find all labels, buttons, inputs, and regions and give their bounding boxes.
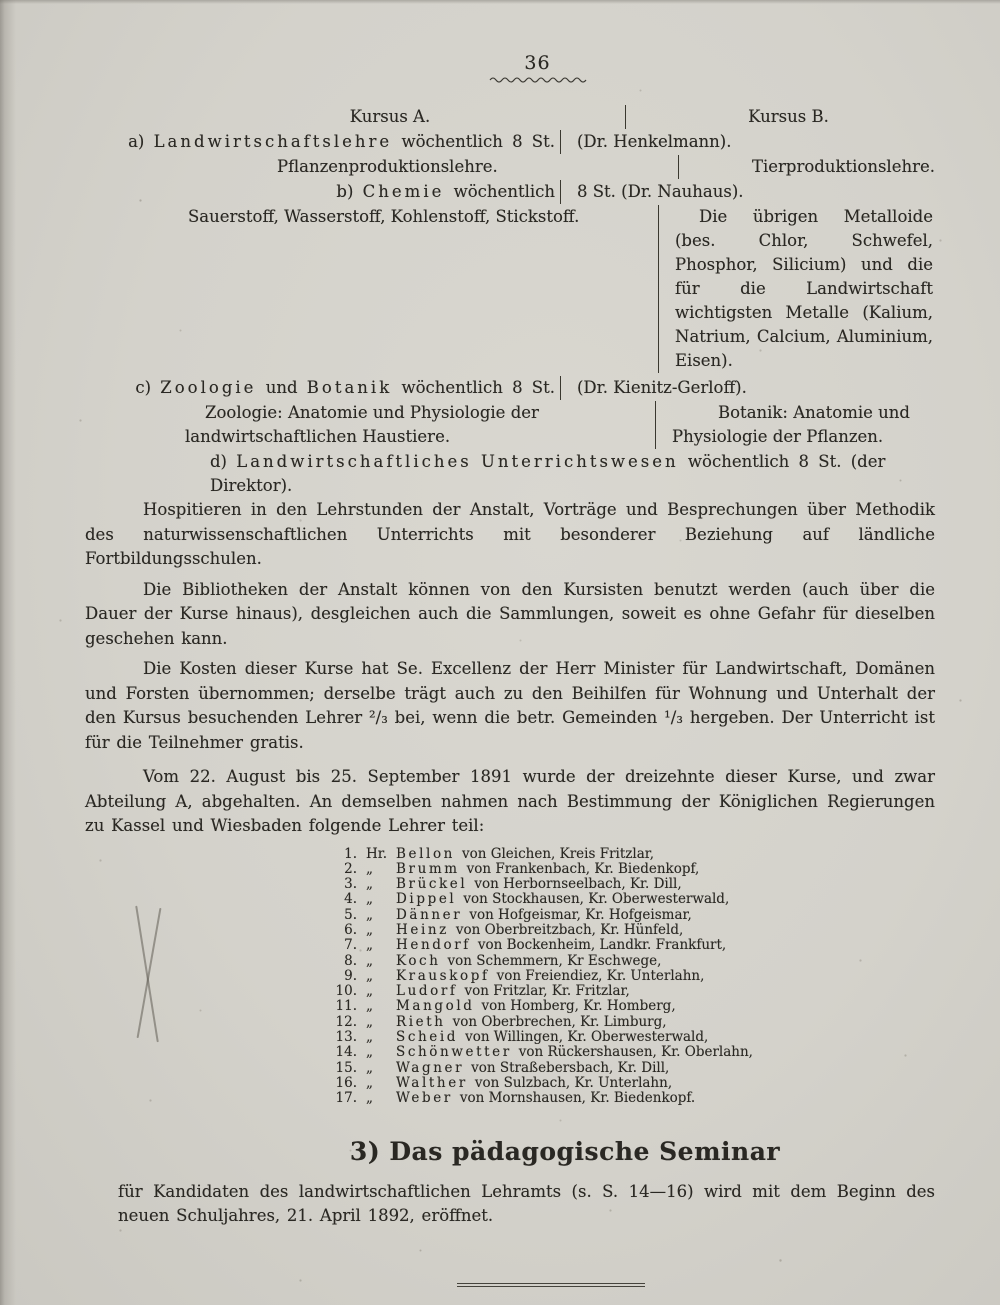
teacher-origin: von Herbornseelbach, Kr. Dill, xyxy=(474,876,682,893)
teacher-list-item xyxy=(331,1076,935,1091)
teacher-origin: von Bockenheim, Landkr. Frankfurt, xyxy=(477,937,727,954)
teacher-number: 7. xyxy=(344,937,357,954)
page-number: 36 xyxy=(524,52,551,74)
section-b-content-row xyxy=(85,205,935,373)
section-c-marker: c) xyxy=(135,378,152,397)
zoology-label: Zoologie: xyxy=(205,403,283,422)
teacher-title-ditto: „ xyxy=(366,998,373,1015)
teacher-origin: von Schemmern, Kr Eschwege, xyxy=(447,952,662,969)
teacher-number: 4. xyxy=(344,891,357,908)
section-a-subject: Landwirtschaftslehre xyxy=(153,132,393,151)
seminar-heading xyxy=(195,1137,935,1166)
teacher-name: Bellon xyxy=(396,845,455,862)
teacher-title-ditto: „ xyxy=(366,891,373,908)
section-b-header xyxy=(85,180,560,204)
section-c-header-row xyxy=(85,376,935,400)
teacher-name: Brückel xyxy=(396,876,468,893)
teacher-title-ditto: „ xyxy=(366,952,373,969)
page-binding-shadow xyxy=(0,0,16,1305)
section-b-weekly: wöchentlich xyxy=(453,182,555,201)
teacher-number: 5. xyxy=(344,906,357,923)
teacher-title-ditto: „ xyxy=(366,1029,373,1046)
section-c-lecturer: (Dr. Kienitz-Gerloff). xyxy=(577,378,747,397)
seminar-heading-number: 3) xyxy=(349,1136,381,1166)
teacher-name: Dippel xyxy=(396,891,457,908)
section-d-header xyxy=(85,450,935,498)
course-a-topic: Pflanzenproduktionslehre. xyxy=(277,157,498,176)
section-c-subject-2: Botanik xyxy=(306,378,393,397)
teacher-list-item xyxy=(331,877,935,892)
seminar-body: für Kandidaten des landwirtschaftlichen Lehramts (s. S. 14—16) wird mit dem Beginn des neuen Schuljahres, 21. April 1892, eröffnet. xyxy=(118,1181,935,1226)
teacher-origin: von Homberg, Kr. Homberg, xyxy=(481,998,676,1015)
teacher-number: 11. xyxy=(335,998,357,1015)
course-a-title: Kursus A. xyxy=(349,107,431,126)
section-divider-rule xyxy=(457,1283,645,1287)
teacher-origin: von Rückershausen, Kr. Oberlahn, xyxy=(518,1044,753,1061)
course-a-zoology-topic xyxy=(85,401,655,449)
teacher-number: 14. xyxy=(335,1044,357,1061)
section-d-subject-1: Landwirtschaftliches xyxy=(236,452,472,471)
teacher-title-ditto: Hr. xyxy=(366,845,388,862)
teacher-name: Brumm xyxy=(396,860,460,877)
teacher-title-ditto: „ xyxy=(366,1074,373,1091)
paragraph-kosten: Die Kosten dieser Kurse hat Se. Excellenz der Herr Minister für Landwirtschaft, Domänen und Forsten übernommen; derselbe trägt auch zu den Beihilfen für Wohnung und Unterhalt der den Kursus besuchenden Lehrer ²/₃ bei, wenn die betr. Gemeinden ¹/₃ hergeben. Der Unterricht ist für die Teilnehmer gratis. xyxy=(85,659,935,752)
botany-text: Anatomie und Physiologie der Pflanzen. xyxy=(672,403,910,446)
teacher-list-item xyxy=(331,1015,935,1030)
teacher-number: 16. xyxy=(335,1074,357,1091)
teacher-name: Hendorf xyxy=(396,937,471,954)
section-b-subject: Chemie xyxy=(362,182,445,201)
teacher-title-ditto: „ xyxy=(366,967,373,984)
seminar-heading-title: Das pädagogische Seminar xyxy=(389,1136,781,1166)
course-table-head-row xyxy=(85,105,935,129)
course-b-botany-topic xyxy=(656,401,935,449)
teacher-title-ditto: „ xyxy=(366,860,373,877)
teacher-name: Scheid xyxy=(396,1029,459,1046)
course-b-chemistry-topics: Die übrigen Metalloide (bes. Chlor, Schwefel, Phosphor, Silicium) und die für die Landwirtschaft wichtigsten Metalle (Kalium, Natrium, Calcium, Aluminium, Eisen). xyxy=(675,207,933,370)
teacher-list-item xyxy=(331,908,935,923)
teacher-list-item xyxy=(331,862,935,877)
section-a-content-row xyxy=(85,155,935,179)
teacher-number: 17. xyxy=(335,1090,357,1107)
teacher-name: Krauskopf xyxy=(396,967,490,984)
section-b-header-row xyxy=(85,180,935,204)
teacher-title-ditto: „ xyxy=(366,1044,373,1061)
section-c-subject-1: Zoologie xyxy=(160,378,257,397)
teacher-number: 1. xyxy=(344,845,357,862)
teacher-list-item xyxy=(331,923,935,938)
page-header xyxy=(140,52,935,83)
teacher-list-item xyxy=(331,892,935,907)
teacher-number: 12. xyxy=(335,1013,357,1030)
teacher-name: Mangold xyxy=(396,998,475,1015)
teacher-origin: von Gleichen, Kreis Fritzlar, xyxy=(461,845,655,862)
section-c-header xyxy=(85,376,560,400)
teacher-list xyxy=(85,847,935,1107)
teacher-list-item xyxy=(331,1061,935,1076)
teacher-number: 3. xyxy=(344,876,357,893)
paragraph-hospitieren: Hospitieren in den Lehrstunden der Anstalt, Vorträge und Besprechungen über Methodik des naturwissenschaftlichen Unterrichts mit besonderer Beziehung auf ländliche Fortbildungsschulen. xyxy=(85,500,935,568)
teacher-name: Koch xyxy=(396,952,441,969)
section-c-content-row xyxy=(85,401,935,449)
teacher-name: Heinz xyxy=(396,921,449,938)
teacher-number: 9. xyxy=(344,967,357,984)
section-a-marker: a) xyxy=(128,132,145,151)
teacher-number: 6. xyxy=(344,921,357,938)
teacher-number: 13. xyxy=(335,1029,357,1046)
section-c-conjunction: und xyxy=(265,378,298,397)
section-d-subject-2: Unterrichtswesen xyxy=(480,452,679,471)
teacher-origin: von Sulzbach, Kr. Unterlahn, xyxy=(474,1074,673,1091)
teacher-origin: von Oberbrechen, Kr. Limburg, xyxy=(452,1013,667,1030)
teacher-list-item xyxy=(331,969,935,984)
teacher-origin: von Oberbreitzbach, Kr. Hünfeld, xyxy=(455,921,684,938)
teacher-list-item xyxy=(331,999,935,1014)
section-a-header-row xyxy=(85,130,935,154)
teacher-origin: von Straßebersbach, Kr. Dill, xyxy=(471,1059,670,1076)
teacher-title-ditto: „ xyxy=(366,1013,373,1030)
section-c-hours: wöchentlich 8 St. xyxy=(401,378,555,397)
teacher-name: Ludorf xyxy=(396,983,458,1000)
teacher-list-item xyxy=(331,847,935,862)
teacher-list-item xyxy=(331,954,935,969)
zoology-text: Anatomie und Physiologie der landwirtschaftlichen Haustiere. xyxy=(185,403,539,446)
teacher-name: Weber xyxy=(396,1090,453,1107)
paragraph-kursbericht: Vom 22. August bis 25. September 1891 wurde der dreizehnte dieser Kurse, und zwar Abteilung A, abgehalten. An demselben nahmen nach Bestimmung der Königlichen Regierungen zu Kassel und Wiesbaden folgende Lehrer teil: xyxy=(85,767,935,835)
course-b-topic: Tierproduktionslehre. xyxy=(751,157,935,176)
teacher-number: 15. xyxy=(335,1059,357,1076)
teacher-list-item xyxy=(331,1091,935,1106)
teacher-name: Wagner xyxy=(396,1059,465,1076)
botany-label: Botanik: xyxy=(718,403,788,422)
teacher-title-ditto: „ xyxy=(366,983,373,1000)
teacher-name: Dänner xyxy=(396,906,463,923)
teacher-name: Rieth xyxy=(396,1013,446,1030)
section-a-lecturer: (Dr. Henkelmann). xyxy=(577,132,732,151)
section-a-header xyxy=(85,130,560,154)
teacher-number: 8. xyxy=(344,952,357,969)
course-b-title: Kursus B. xyxy=(748,107,829,126)
teacher-list-item xyxy=(331,984,935,999)
teacher-origin: von Willingen, Kr. Oberwesterwald, xyxy=(465,1029,709,1046)
section-b-marker: b) xyxy=(336,182,354,201)
teacher-origin: von Hofgeismar, Kr. Hofgeismar, xyxy=(469,906,692,923)
teacher-title-ditto: „ xyxy=(366,876,373,893)
teacher-list-item xyxy=(331,1045,935,1060)
section-a-hours: wöchentlich 8 St. xyxy=(401,132,555,151)
teacher-title-ditto: „ xyxy=(366,937,373,954)
paragraph-bibliotheken: Die Bibliotheken der Anstalt können von den Kursisten benutzt werden (auch über die Dauer der Kurse hinaus), desgleichen auch die Sammlungen, soweit es ohne Gefahr für dieselben geschehen kann. xyxy=(85,579,935,648)
teacher-list-item xyxy=(331,1030,935,1045)
teacher-number: 2. xyxy=(344,860,357,877)
teacher-title-ditto: „ xyxy=(366,1090,373,1107)
teacher-origin: von Stockhausen, Kr. Oberwesterwald, xyxy=(463,891,730,908)
teacher-name: Walther xyxy=(396,1074,468,1091)
teacher-origin: von Freiendiez, Kr. Unterlahn, xyxy=(496,967,705,984)
teacher-origin: von Mornshausen, Kr. Biedenkopf. xyxy=(459,1090,696,1107)
teacher-title-ditto: „ xyxy=(366,921,373,938)
teacher-origin: von Fritzlar, Kr. Fritzlar, xyxy=(464,983,630,1000)
teacher-list-item xyxy=(331,938,935,953)
section-b-lecturer: 8 St. (Dr. Nauhaus). xyxy=(577,182,744,201)
teacher-title-ditto: „ xyxy=(366,906,373,923)
section-d-marker: d) xyxy=(210,452,227,471)
wavy-underline-icon xyxy=(489,75,587,83)
paper-specks xyxy=(0,0,1,1)
course-a-chemistry-topics: Sauerstoff, Wasserstoff, Kohlenstoff, Stickstoff. xyxy=(188,207,580,226)
teacher-origin: von Frankenbach, Kr. Biedenkopf, xyxy=(466,860,700,877)
teacher-name: Schönwetter xyxy=(396,1044,512,1061)
section-d-hours: wöchentlich 8 St. (der Direktor). xyxy=(210,452,886,495)
teacher-number: 10. xyxy=(335,983,357,1000)
teacher-title-ditto: „ xyxy=(366,1059,373,1076)
course-table xyxy=(85,105,935,498)
